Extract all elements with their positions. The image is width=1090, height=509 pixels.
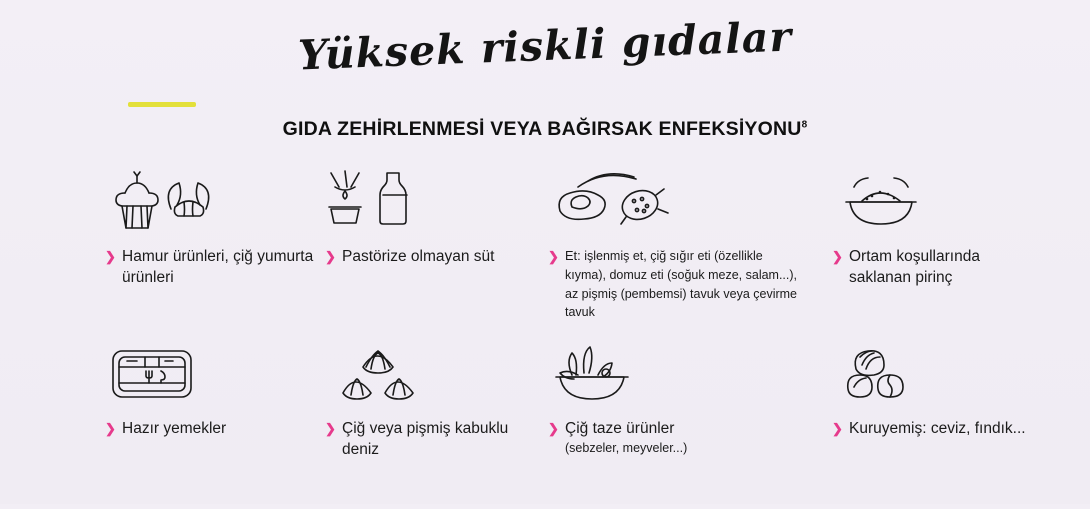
bullet-icon: ❯ <box>548 249 558 264</box>
item-label: ❯ Hamur ürünleri, çiğ yumurta ürünleri <box>105 248 314 286</box>
bullet-icon: ❯ <box>325 421 335 436</box>
bullet-icon: ❯ <box>105 249 115 264</box>
bullet-icon: ❯ <box>325 249 335 264</box>
ready-meal-tray-icon <box>105 337 305 409</box>
item-sublabel: (sebzeler, meyveler...) <box>565 440 688 455</box>
salad-bowl-icon <box>548 337 778 409</box>
bullet-icon: ❯ <box>832 249 842 264</box>
page-title: Yüksek riskli gıdalar <box>297 12 793 80</box>
pastry-cupcake-croissant-icon <box>105 165 355 237</box>
item-label: ❯ Hazır yemekler <box>105 420 227 437</box>
item-label: ❯ Pastörize olmayan süt <box>325 248 495 265</box>
title-block <box>0 12 1090 80</box>
item-pastry <box>105 165 355 289</box>
item-label: ❯ Ortam koşullarında saklanan pirinç <box>832 248 980 286</box>
subtitle-footnote-marker: 8 <box>801 119 808 131</box>
item-unpasteurized-milk <box>325 165 525 268</box>
item-label: ❯ Kuruyemiş: ceviz, fındık... <box>832 420 1026 437</box>
rice-bowl-icon <box>832 165 1032 237</box>
item-meat <box>548 165 798 322</box>
item-label: ❯ Et: işlenmiş et, çiğ sığır eti (özellikle kıyma), domuz eti (soğuk meze, salam...), az pişmiş (pembemsi) tavuk veya çevirme tavuk <box>548 248 798 320</box>
bullet-icon: ❯ <box>105 421 115 436</box>
subtitle-text: GIDA ZEHİRLENMESİ VEYA BAĞIRSAK ENFEKSİYONU <box>282 118 802 140</box>
item-sublabel: işlenmiş et, çiğ sığır eti (özellikle kıyma), domuz eti (soğuk meze, salam...), az pişmiş (pembemsi) tavuk veya çevirme tavuk <box>565 249 798 320</box>
shellfish-scallop-icon <box>325 337 535 409</box>
item-label: ❯ Çiğ taze ürünler (sebzeler, meyveler...) <box>548 419 778 457</box>
item-nuts <box>832 337 1042 440</box>
meat-steak-sausage-icon <box>548 165 798 237</box>
title-underline-highlight <box>128 102 196 107</box>
item-shellfish <box>325 337 535 461</box>
bullet-icon: ❯ <box>548 421 558 436</box>
bullet-icon: ❯ <box>832 421 842 436</box>
items-grid <box>0 165 1090 509</box>
item-label: ❯ Çiğ veya pişmiş kabuklu deniz <box>325 420 509 458</box>
item-fresh-produce <box>548 337 778 457</box>
items-row-1 <box>0 165 1090 337</box>
nuts-walnut-hazelnut-icon <box>832 337 1042 409</box>
items-row-2 <box>0 337 1090 509</box>
page-subtitle <box>0 118 1090 141</box>
item-stored-rice <box>832 165 1032 289</box>
milk-bottle-cheese-icon <box>325 165 525 237</box>
item-ready-meals <box>105 337 305 440</box>
